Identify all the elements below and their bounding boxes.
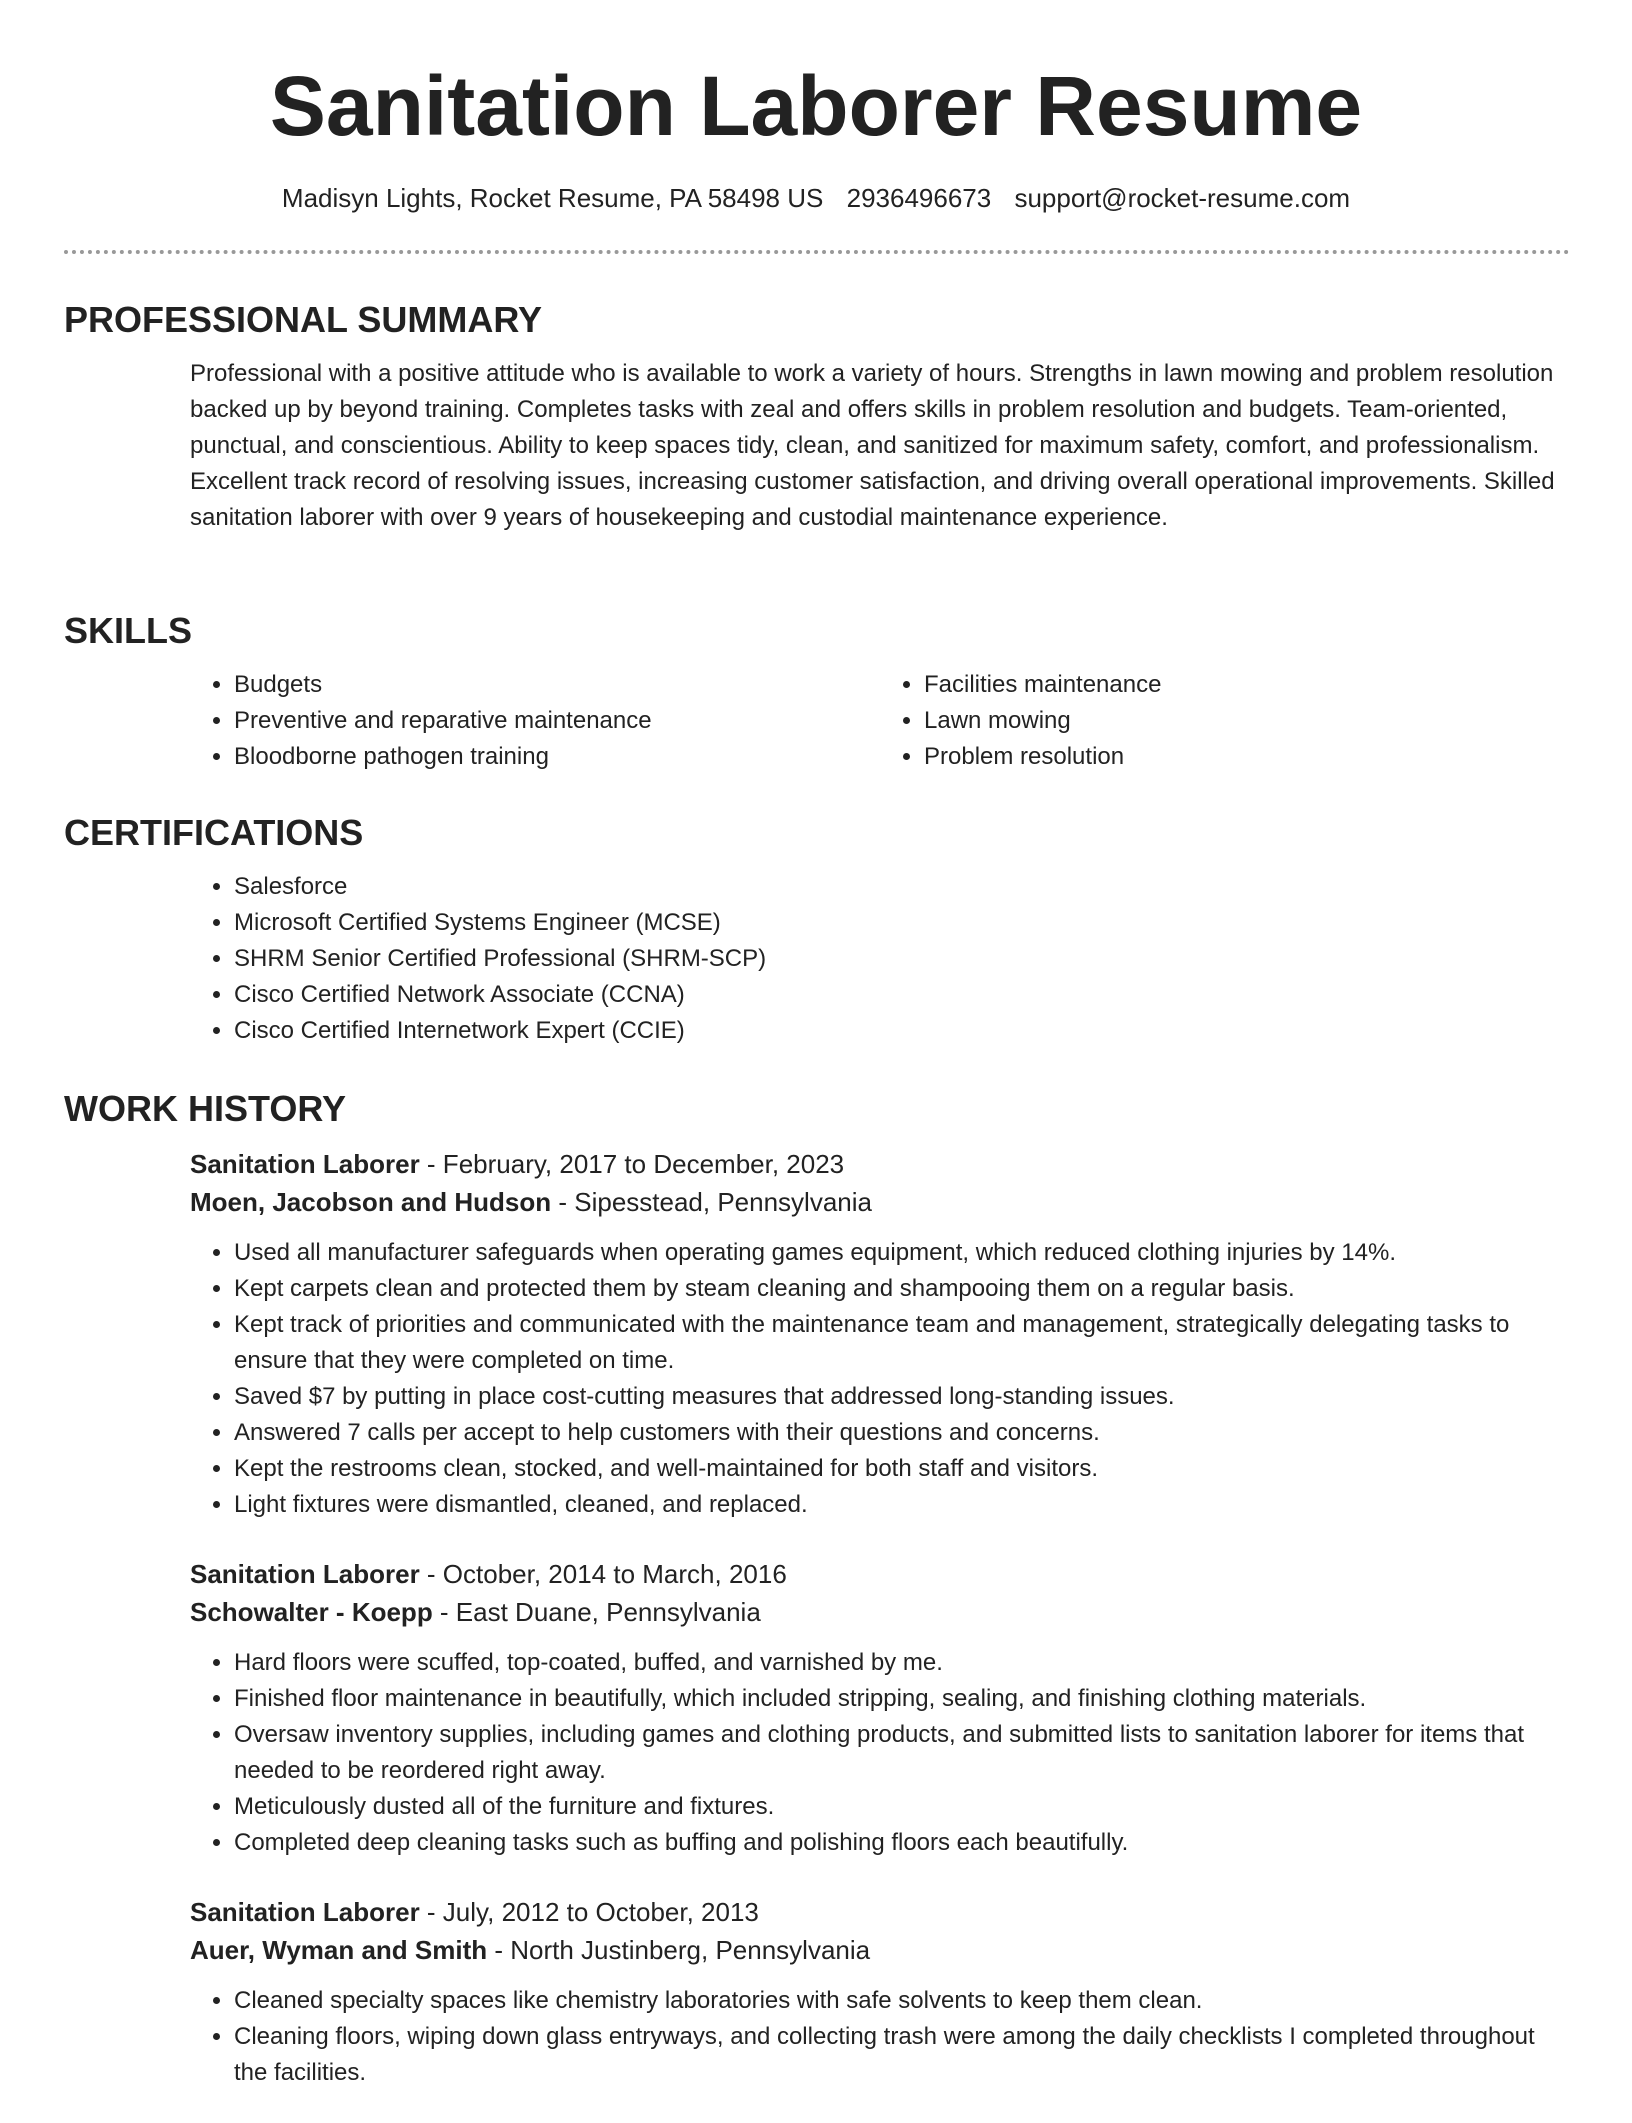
job-entry (190, 1555, 1570, 1861)
job-title: Sanitation Laborer (190, 1149, 420, 1179)
summary-section (64, 298, 1570, 536)
job-duty: • Cleaning floors, wiping down glass entryways, and collecting trash were among the daily checklists I completed throughout the facilities. (234, 2019, 1570, 2091)
skills-list-right (880, 667, 1570, 775)
skill-item: • Problem resolution (924, 739, 1570, 775)
certifications-section (64, 811, 1570, 1049)
job-duty: • Used all manufacturer safeguards when operating games equipment, which reduced clothing injuries by 14%. (234, 1235, 1570, 1271)
job-duty: • Saved $7 by putting in place cost-cutting measures that addressed long-standing issues. (234, 1379, 1570, 1415)
job-company-line (190, 1593, 1570, 1631)
skill-item: • Lawn mowing (924, 703, 1570, 739)
job-dates: - October, 2014 to March, 2016 (419, 1559, 787, 1589)
job-duties-list (64, 1983, 1570, 2091)
job-entry (190, 1893, 1570, 2091)
certification-item: • Cisco Certified Network Associate (CCNA) (234, 977, 1570, 1013)
job-duty: • Completed deep cleaning tasks such as buffing and polishing floors each beautifully. (234, 1825, 1570, 1861)
job-duty: • Kept carpets clean and protected them by steam cleaning and shampooing them on a regular basis. (234, 1271, 1570, 1307)
job-entry (190, 1145, 1570, 1523)
job-location: - Sipesstead, Pennsylvania (551, 1187, 872, 1217)
certification-item: • Salesforce (234, 869, 1570, 905)
job-company: Auer, Wyman and Smith (190, 1935, 488, 1965)
job-duty: • Cleaned specialty spaces like chemistry laboratories with safe solvents to keep them clean. (234, 1983, 1570, 2019)
job-duty: • Finished floor maintenance in beautifully, which included stripping, sealing, and finishing clothing materials. (234, 1681, 1570, 1717)
job-company-line (190, 1183, 1570, 1221)
certifications-list (190, 869, 1570, 1049)
summary-text: Professional with a positive attitude who is available to work a variety of hours. Strengths in lawn mowing and problem resolution backed up by beyond training. Completes tasks with zeal and offers skills in problem resolution and budgets. Team-oriented, punctual, and conscientious. Ability to keep spaces tidy, clean, and sanitized for maximum safety, comfort, and professionalism. Excellent track record of resolving issues, increasing customer satisfaction, and driving overall operational improvements. Skilled sanitation laborer with over 9 years of housekeeping and custodial maintenance experience. (190, 360, 1555, 531)
contact-line (0, 180, 1632, 216)
skills-columns (190, 667, 1570, 775)
job-duties-list (64, 1645, 1570, 1861)
job-duties-list (64, 1235, 1570, 1523)
job-duty: • Meticulously dusted all of the furniture and fixtures. (234, 1789, 1570, 1825)
contact-email: support@rocket-resume.com (1014, 183, 1351, 213)
skills-list-left (190, 667, 880, 775)
certification-item: • Microsoft Certified Systems Engineer (MCSE) (234, 905, 1570, 941)
certifications-heading: CERTIFICATIONS (64, 812, 364, 853)
job-location: - North Justinberg, Pennsylvania (487, 1935, 871, 1965)
job-duty: • Answered 7 calls per accept to help customers with their questions and concerns. (234, 1415, 1570, 1451)
certification-item: • Cisco Certified Internetwork Expert (CCIE) (234, 1013, 1570, 1049)
job-duty: • Kept the restrooms clean, stocked, and well-maintained for both staff and visitors. (234, 1451, 1570, 1487)
skills-section (64, 609, 1570, 775)
work-history-section (64, 1087, 1570, 2123)
job-dates: - February, 2017 to December, 2023 (419, 1149, 845, 1179)
skill-item: • Bloodborne pathogen training (234, 739, 880, 775)
certification-item: • SHRM Senior Certified Professional (SHRM-SCP) (234, 941, 1570, 977)
job-title-line (190, 1555, 1570, 1593)
contact-address: Madisyn Lights, Rocket Resume, PA 58498 US (281, 183, 824, 213)
job-company-line (190, 1931, 1570, 1969)
job-company: Schowalter - Koepp (190, 1597, 433, 1627)
job-title-line (190, 1893, 1570, 1931)
skills-heading: SKILLS (64, 610, 193, 651)
job-title: Sanitation Laborer (190, 1559, 420, 1589)
header-divider (64, 250, 1570, 254)
job-duty: • Light fixtures were dismantled, cleaned, and replaced. (234, 1487, 1570, 1523)
job-title: Sanitation Laborer (190, 1897, 420, 1927)
skill-item: • Budgets (234, 667, 880, 703)
skill-item: • Preventive and reparative maintenance (234, 703, 880, 739)
work-history-heading: WORK HISTORY (64, 1088, 347, 1129)
job-title-line (190, 1145, 1570, 1183)
contact-phone: 2936496673 (846, 183, 992, 213)
job-duty: • Hard floors were scuffed, top-coated, buffed, and varnished by me. (234, 1645, 1570, 1681)
job-location: - East Duane, Pennsylvania (432, 1597, 761, 1627)
job-duty: • Kept track of priorities and communicated with the maintenance team and management, strategically delegating tasks to ensure that they were completed on time. (234, 1307, 1570, 1379)
resume-title: Sanitation Laborer Resume (269, 59, 1363, 153)
summary-heading: PROFESSIONAL SUMMARY (64, 299, 543, 340)
job-dates: - July, 2012 to October, 2013 (419, 1897, 759, 1927)
job-company: Moen, Jacobson and Hudson (190, 1187, 552, 1217)
job-duty: • Oversaw inventory supplies, including games and clothing products, and submitted lists to sanitation laborer for items that needed to be reordered right away. (234, 1717, 1570, 1789)
skill-item: • Facilities maintenance (924, 667, 1570, 703)
